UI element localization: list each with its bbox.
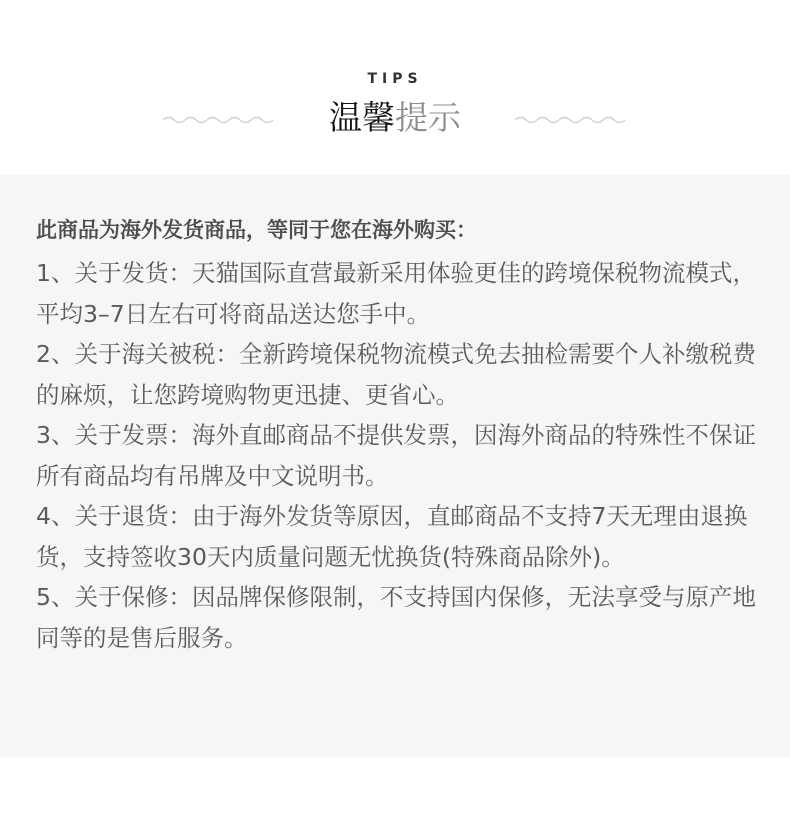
tips-header: [0, 0, 790, 175]
notice-item-warranty: 5、关于保修：因品牌保修限制，不支持国内保修，无法享受与原产地同等的是售后服务。: [36, 583, 756, 652]
notice-item-customs-tax: 2、关于海关被税：全新跨境保税物流模式免去抽检需要个人补缴税费的麻烦，让您跨境购物更迅捷、更省心。: [36, 340, 756, 409]
notice-list: [36, 253, 766, 658]
title-main: 温馨: [329, 98, 395, 137]
notice-item-invoice: 3、关于发票：海外直邮商品不提供发票，因海外商品的特殊性不保证所有商品均有吊牌及中文说明书。: [36, 421, 756, 490]
notice-panel: [0, 175, 790, 757]
notice-content: [36, 213, 766, 658]
notice-item-returns: 4、关于退货：由于海外发货等原因，直邮商品不支持7天无理由退换货，支持签收30天内质量问题无忧换货(特殊商品除外)。: [36, 502, 748, 571]
notice-item-shipping: 1、关于发货：天猫国际直营最新采用体验更佳的跨境保税物流模式，平均3–7日左右可将商品送达您手中。: [36, 259, 756, 328]
tips-label: TIPS: [367, 71, 423, 87]
title-light: 提示: [395, 98, 461, 137]
wave-divider-icon: [515, 113, 627, 127]
page-title: [0, 96, 790, 140]
notice-intro: 此商品为海外发货商品，等同于您在海外购买：: [36, 218, 477, 242]
